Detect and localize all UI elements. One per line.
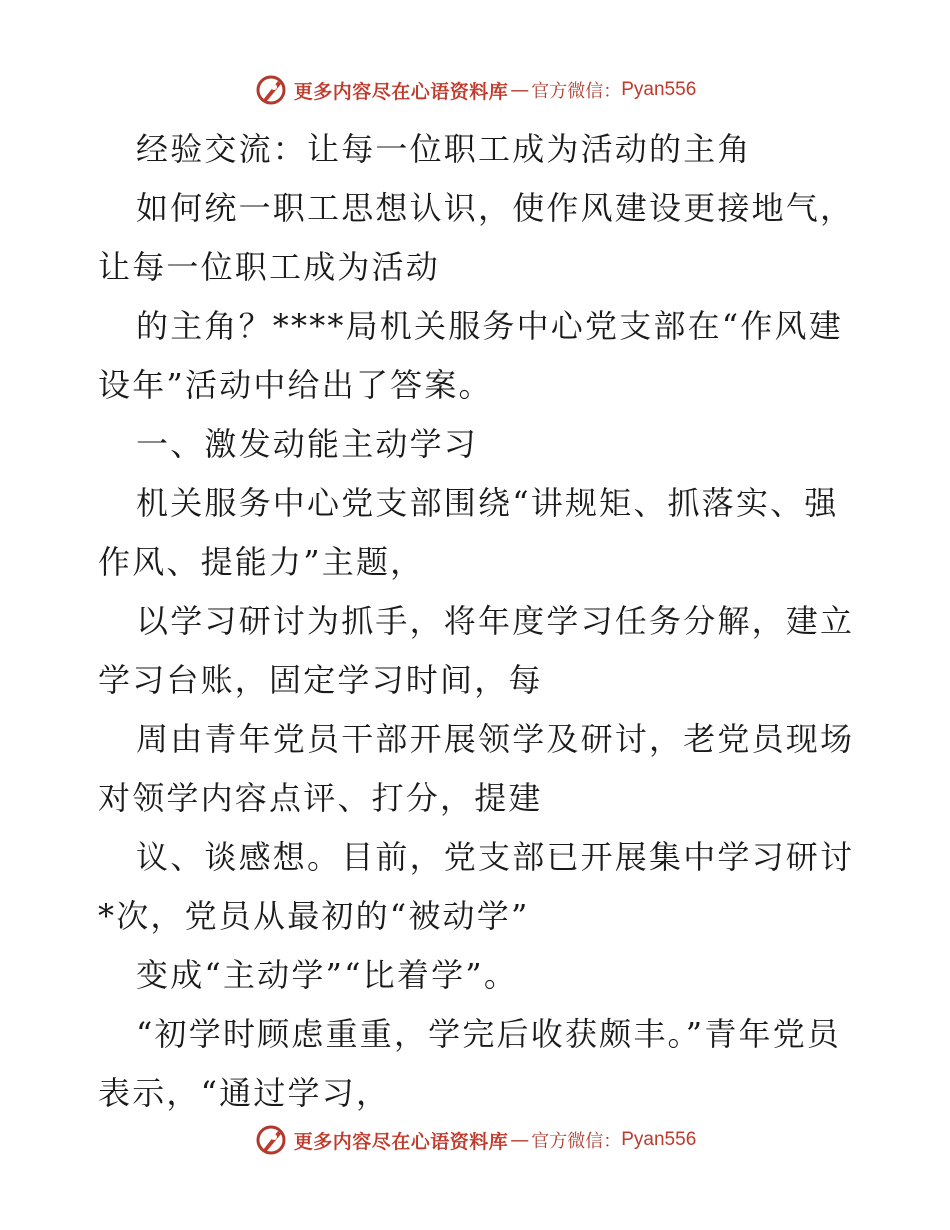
- paragraph: 的主角？****局机关服务中心党支部在“作风建设年”活动中给出了答案。: [98, 307, 843, 404]
- header-banner: [0, 70, 950, 110]
- wechat-label: 官方微信：: [531, 81, 622, 102]
- brand-text: 更多内容尽在心语资料库: [293, 80, 509, 103]
- paragraph: “初学时顾虑重重，学完后收获颇丰。”青年党员表示，“通过学习，: [98, 1015, 842, 1112]
- footer-banner: [0, 1120, 950, 1160]
- section-heading: 一、激发动能主动学习: [136, 425, 479, 463]
- document-body: [98, 120, 858, 1123]
- document-title: 经验交流：让每一位职工成为活动的主角: [136, 130, 752, 168]
- paragraph: 如何统一职工思想认识，使作风建设更接地气，让每一位职工成为活动: [98, 189, 855, 286]
- pen-logo-icon: [254, 1123, 288, 1157]
- pen-logo-icon: [254, 73, 288, 107]
- paragraph: 周由青年党员干部开展领学及研讨，老党员现场对领学内容点评、打分，提建: [98, 720, 855, 817]
- paragraph: 机关服务中心党支部围绕“讲规矩、抓落实、强作风、提能力”主题，: [98, 484, 839, 581]
- wechat-id: Pyan556: [621, 1129, 697, 1150]
- paragraph: 议、谈感想。目前，党支部已开展集中学习研讨*次，党员从最初的“被动学”: [98, 838, 855, 935]
- brand-text: 更多内容尽在心语资料库: [293, 1130, 509, 1153]
- separator-dash: —: [510, 79, 530, 101]
- wechat-id: Pyan556: [621, 79, 697, 100]
- separator-dash: —: [510, 1129, 530, 1151]
- paragraph: 变成“主动学”“比着学”。: [136, 956, 519, 994]
- paragraph: 以学习研讨为抓手，将年度学习任务分解，建立学习台账，固定学习时间，每: [98, 602, 855, 699]
- wechat-label: 官方微信：: [531, 1131, 622, 1152]
